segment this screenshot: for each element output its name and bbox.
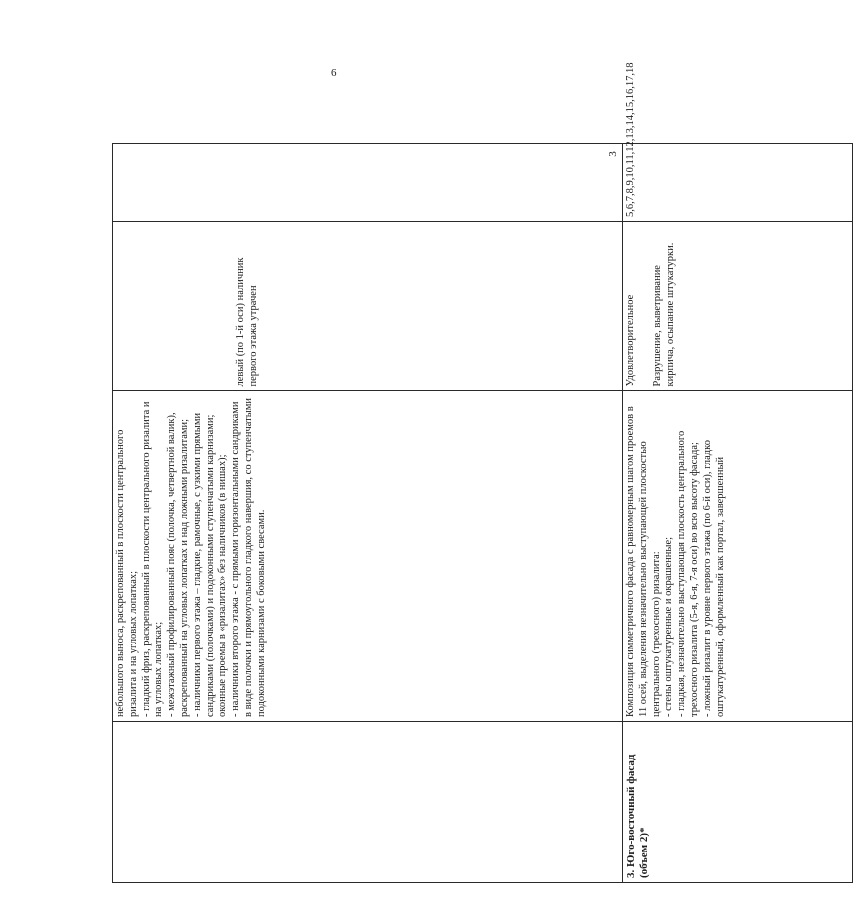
row2-description-text: Композиция симметричного фасада с равномерным шагом проемов в 11 осей, выделения незначительно выступающей плоскостью центрального (трехосного) ризалита: - стены оштукатуренные и окрашенные; - гладкая, незначительно выступающая плоскость центрального трехосного ризалита (5-я, 6-я, 7-я оси) во всю высоту фасада; - ложный ризалит в уровне первого этажа (по 6-й оси), гладко оштукатуренный, оформленный как портал, завершенный <box>625 406 726 717</box>
row2-condition-note: Разрушение, выветривание кирпича, осыпание штукатурки. <box>651 242 676 387</box>
row1-description-text: небольшого выноса, раскрепованный в плоскости центрального ризалита и на угловых лопатках; - гладкий фриз, раскрепованный в плоскости центрального ризалита и на угловых лопатках; - межэтажный профилированный пояс (полочка, четвертной валик), раскрепованный на угловых лопатках и над ложными ризалитами; - наличники первого этажа – гладкие, рамочные, с узкими прямыми сандриками (полочками) и подоконными ступенчатыми карнизами; оконные проемы в «ризалитах» без наличников (в нишах); - наличники второго этажа - с прямыми горизонтальными сандриками в виде полочки и прямоугольного гладкого навершия, со ступенчатыми подоконными карнизами с боковыми свесами. <box>115 397 267 717</box>
row1-photos-cell <box>113 144 623 222</box>
page-number: 6 <box>331 67 337 79</box>
object-description-table <box>112 62 853 883</box>
table-row <box>623 144 853 883</box>
margin-page-mark: 3 <box>606 151 619 157</box>
row2-photos-cell <box>623 62 853 222</box>
row2-photo-numbers: 5,6,7,8,9,10,11,12,13,14,15,16,17,18 <box>625 62 636 217</box>
row1-col1-cell <box>113 721 623 882</box>
row2-section-title: 3. Юго-восточный фасад (объем 2)* <box>625 754 651 878</box>
row2-section-title-cell <box>623 721 853 882</box>
row1-condition-text: левый (по 1-й оси) наличник первого этажа утрачен <box>235 257 259 387</box>
table-row <box>113 144 623 883</box>
row2-description-cell <box>623 391 853 722</box>
rotated-table-wrapper <box>112 62 726 883</box>
row1-description-cell <box>113 391 623 722</box>
row2-condition-text: Удовлетворительное <box>625 294 636 387</box>
row1-condition-cell <box>113 221 623 390</box>
row2-condition-cell <box>623 221 853 390</box>
